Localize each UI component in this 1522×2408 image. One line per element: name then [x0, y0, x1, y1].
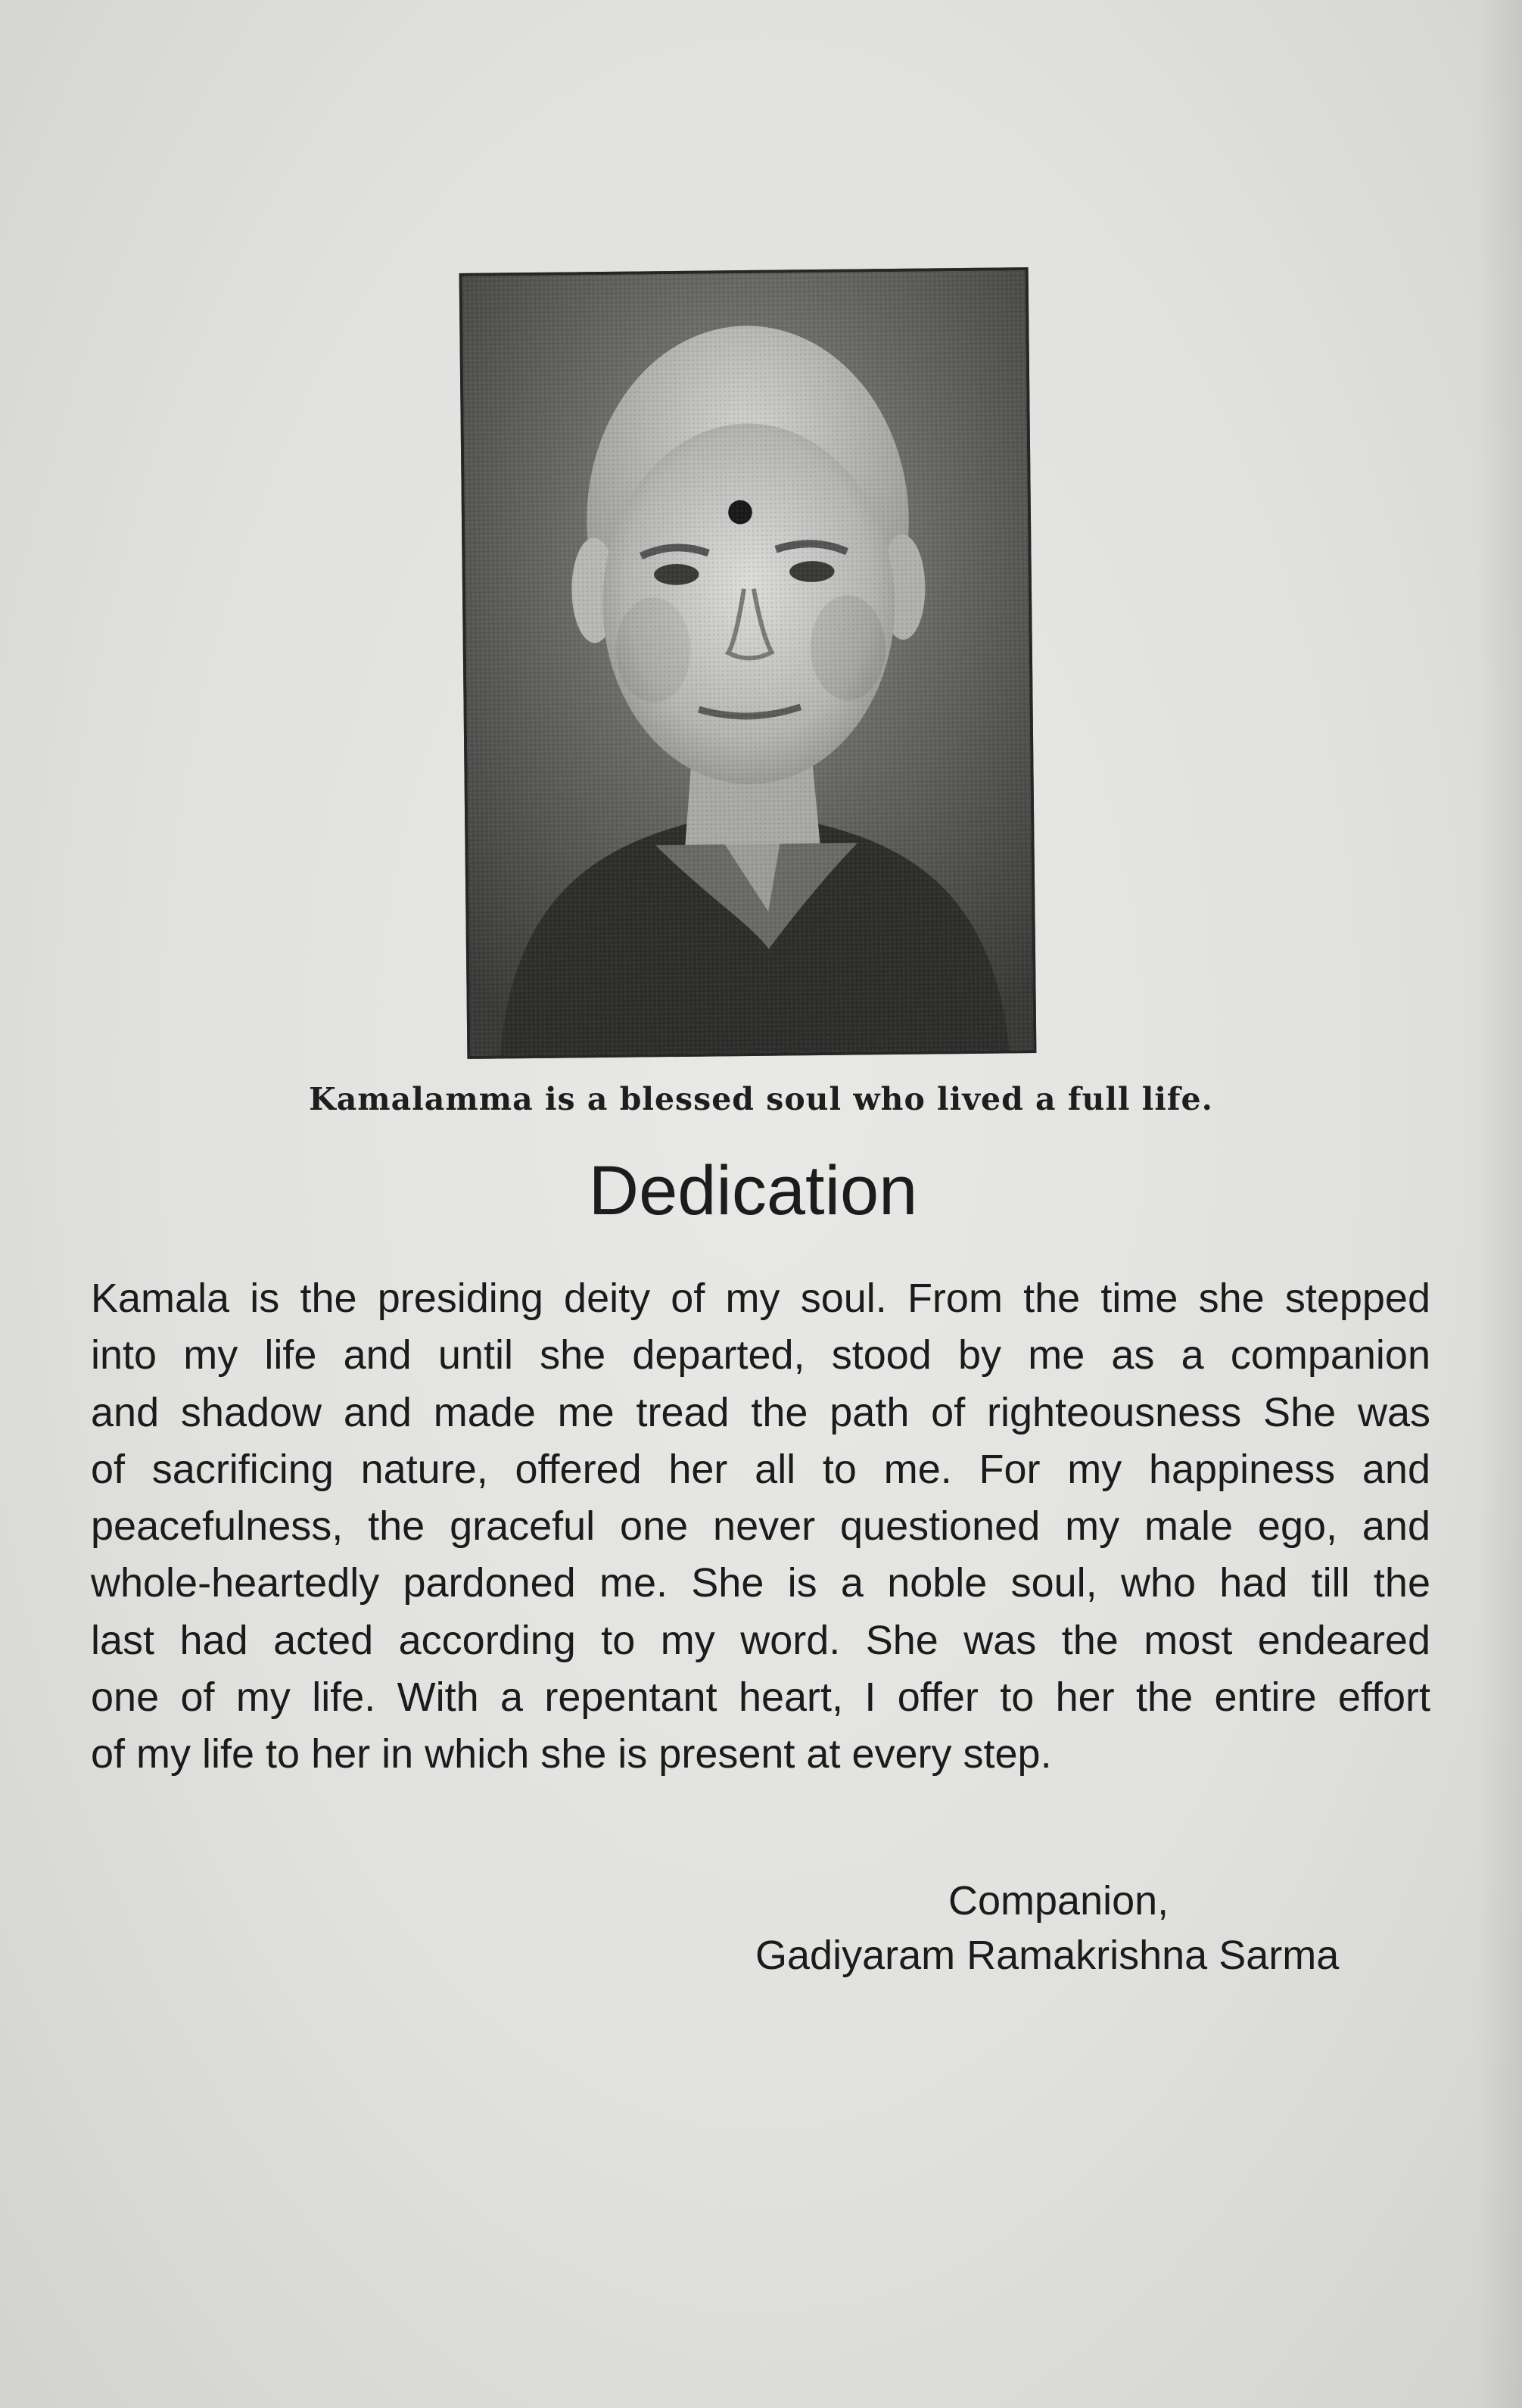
- signature-role: Companion,: [948, 1878, 1169, 1924]
- portrait-photo-icon: [462, 270, 1034, 1056]
- paragraph-line: last had acted according to my word. She was the most endeared: [91, 1617, 1430, 1663]
- paragraph-line: Kamala is the presiding deity of my soul. From the time she stepped: [91, 1276, 1430, 1321]
- page-title: Dedication: [588, 1152, 918, 1229]
- paragraph-line: and shadow and made me tread the path of righteousness She was: [91, 1389, 1430, 1435]
- signature-name: Gadiyaram Ramakrishna Sarma: [755, 1933, 1340, 1978]
- paragraph-line: into my life and until she departed, stood by me as a companion: [91, 1332, 1430, 1378]
- portrait-photo: [459, 267, 1037, 1059]
- paragraph-line: of sacrificing nature, offered her all to me. For my happiness and: [91, 1446, 1430, 1492]
- paragraph-line: of my life to her in which she is present at every step.: [91, 1731, 1052, 1777]
- paragraph-line: one of my life. With a repentant heart, I offer to her the entire effort: [91, 1674, 1430, 1721]
- photo-caption: Kamalamma is a blessed soul who lived a full life.: [309, 1081, 1213, 1117]
- paragraph-line: whole-heartedly pardoned me. She is a noble soul, who had till the: [91, 1560, 1430, 1606]
- paragraph-line: peacefulness, the graceful one never questioned my male ego, and: [91, 1503, 1430, 1550]
- dedication-paragraph: [91, 1270, 1430, 1783]
